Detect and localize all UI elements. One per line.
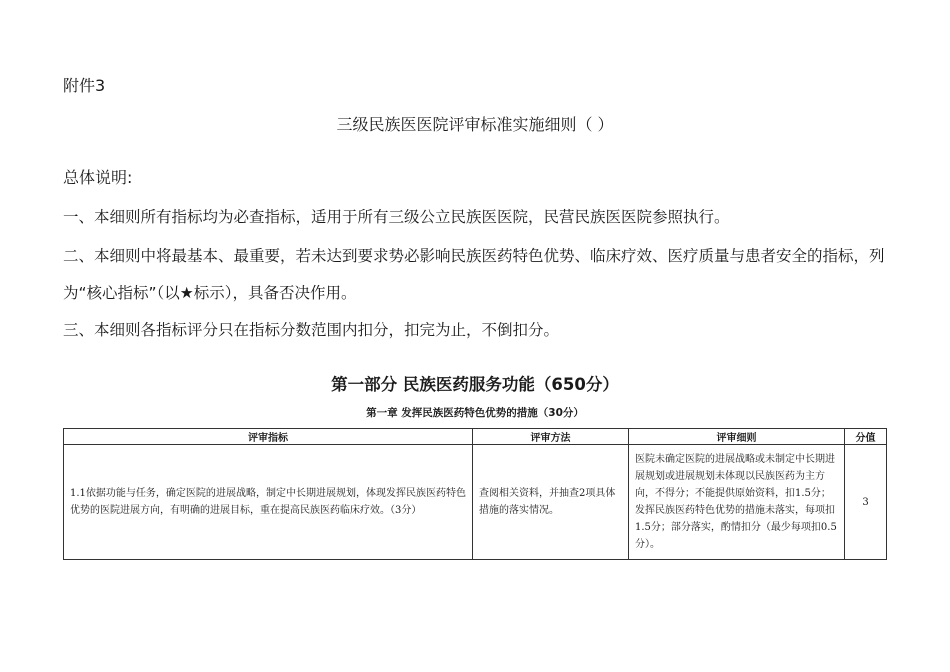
chapter-heading: 第一章 发挥民族医药特色优势的措施（30分） — [366, 407, 584, 419]
overview-paragraph-2: 二、本细则中将最基本、最重要，若未达到要求势必影响民族医药特色优势、临床疗效、医疗质量与患者安全的指标，列 — [63, 247, 885, 265]
header-score: 分值 — [845, 429, 887, 445]
header-standard: 评审指标 — [64, 429, 473, 445]
overview-paragraph-1: 一、本细则所有指标均为必查指标，适用于所有三级公立民族医医院，民营民族医医院参照执行。 — [63, 208, 730, 226]
evaluation-table — [63, 428, 887, 560]
cell-detail: 医院未确定医院的进展战略或未制定中长期进展规划或进展规划未体现以民族医药为主方向，不得分；不能提供原始资料，扣1.5分；发挥民族医药特色优势的措施未落实，每项扣1.5分；部分落实，酌情扣分（最少每项扣0.5分）。 — [629, 445, 845, 560]
document-title: 三级民族医医院评审标准实施细则（ ） — [336, 115, 614, 134]
cell-standard: 1.1依据功能与任务，确定医院的进展战略，制定中长期进展规划，体现发挥民族医药特色优势的医院进展方向，有明确的进展目标，重在提高民族医药临床疗效。（3分） — [64, 445, 473, 560]
cell-method: 查阅相关资料，并抽查2项具体措施的落实情况。 — [473, 445, 629, 560]
table-header-row — [64, 429, 887, 445]
overview-heading: 总体说明: — [63, 168, 133, 187]
cell-score: 3 — [845, 445, 887, 560]
part-heading: 第一部分 民族医药服务功能（650分） — [331, 375, 619, 394]
overview-paragraph-3: 三、本细则各指标评分只在指标分数范围内扣分，扣完为止，不倒扣分。 — [63, 321, 560, 339]
header-method: 评审方法 — [473, 429, 629, 445]
attachment-label: 附件3 — [63, 76, 106, 95]
header-detail: 评审细则 — [629, 429, 845, 445]
table-row — [64, 445, 887, 560]
overview-paragraph-2-continued: 为“核心指标”（以★标示），具备否决作用。 — [63, 284, 357, 302]
